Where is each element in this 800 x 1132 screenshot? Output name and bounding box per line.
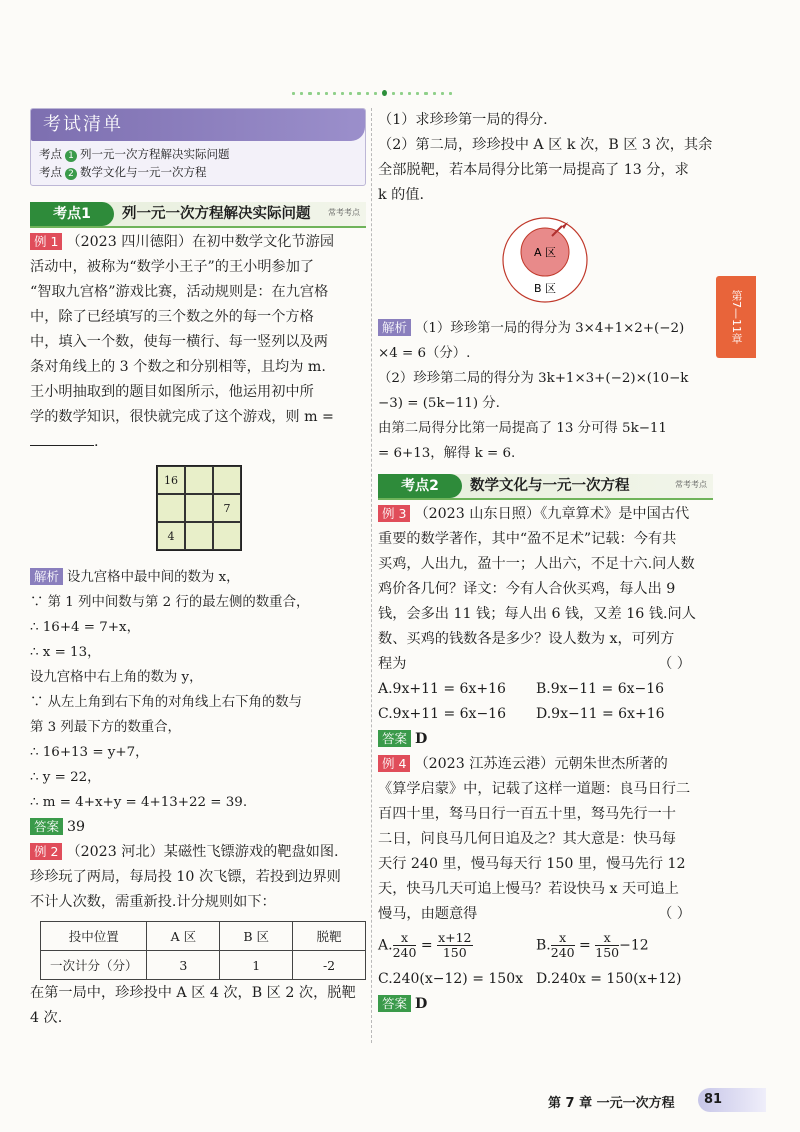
answer-3-tag: 答案 xyxy=(378,730,411,747)
magic-square-grid: 16 7 4 xyxy=(156,465,242,551)
example-3-options-row-2 xyxy=(378,702,713,727)
option-d: D.9x−11 = 6x+16 xyxy=(536,706,665,722)
exam-checklist-box xyxy=(30,108,366,186)
magic-square-figure xyxy=(30,455,366,565)
checklist-item-2: 考点 2 数学文化与一元一次方程 xyxy=(39,165,207,179)
example-4-options-row-2 xyxy=(378,967,713,992)
example-3-tag: 例 3 xyxy=(378,505,410,522)
zone-a-label: A 区 xyxy=(533,246,557,259)
example-2: 例 2 （2023 河北）某磁性飞镖游戏的靶盘如图. 珍珍玩了两局，每局投 10 次飞镖，若投到边界则 不计人次数，需重新投.计分规则如下： xyxy=(30,844,341,910)
option-b: B.9x−11 = 6x−16 xyxy=(536,681,665,697)
answer-1: 39 xyxy=(67,819,86,835)
column-divider xyxy=(371,108,372,1043)
example-1: 例 1 （2023 四川德阳）在初中数学文化节游园 活动中，被称为“数学小王子”的王小明参加了 “智取九宫格”游戏比赛，活动规则是：在九宫格 中，除了已经填写的三个数之外的每一个方格 中，填入一个数，使每一横行、每一竖列以及两 条对角线上的 3 个数之和分别相等，且均为 m. 王小明抽取到的题目如图所示，他运用初中所 学的数学知识，很快就完成了这个游戏，则 m = . xyxy=(30,234,335,450)
option-c: C.240(x−12) = 150x xyxy=(378,971,523,987)
answer-1-tag: 答案 xyxy=(30,818,63,835)
dart-target-figure xyxy=(378,214,713,310)
example-4-tag: 例 4 xyxy=(378,755,410,772)
header-dots xyxy=(292,90,452,96)
example-4-options-row-1 xyxy=(378,927,713,967)
example-2-tag: 例 2 xyxy=(30,843,62,860)
score-table: 投中位置 A 区 B 区 脱靶 一次计分（分） 3 1 -2 xyxy=(40,921,366,980)
answer-4-tag: 答案 xyxy=(378,995,411,1012)
chapter-side-tab: 第7—11章 xyxy=(716,276,756,358)
example-3-options-row-1 xyxy=(378,677,713,702)
solution-2: 解析 （1）珍珍第一局的得分为 3×4+1×2+(−2) ×4 = 6（分）. （2）珍珍第二局的得分为 3k+1×3+(−2)×(10−k −3) = (5k−11) 分. 由第二局得分比第一局提高了 13 分可得 5k−11 = 6+13，解得 k = 6. xyxy=(378,320,689,461)
knowledge-point-1-header: 考点1 列一元一次方程解决实际问题 常考考点 xyxy=(30,202,366,226)
answer-4: D xyxy=(415,996,428,1012)
footer-chapter-title: 第 7 章 一元一次方程 xyxy=(548,1096,675,1111)
exam-checklist-title: 考试清单 xyxy=(31,109,365,141)
option-c: C.9x+11 = 6x−16 xyxy=(378,706,506,722)
answer-3: D xyxy=(415,731,428,747)
question-2-part-2: （2）第二局，珍珍投中 A 区 k 次，B 区 3 次，其余 xyxy=(378,137,713,153)
option-a: A.9x+11 = 6x+16 xyxy=(378,681,506,697)
option-b: B. $\frac{x}{240}$ = $\frac{x}{150}$ −12 xyxy=(536,930,649,960)
dart-target-svg xyxy=(378,214,713,310)
knowledge-point-2-header: 考点2 数学文化与一元一次方程 常考考点 xyxy=(378,474,713,498)
page-number: 81 xyxy=(698,1088,766,1112)
option-d: D.240x = 150(x+12) xyxy=(536,971,682,987)
example-1-tag: 例 1 xyxy=(30,233,62,250)
solution-1: 解析 设九宫格中最中间的数为 x， ∵ 第 1 列中间数与第 2 行的最左侧的数重合， ∴ 16+4 = 7+x， ∴ x = 13， 设九宫格中右上角的数为 y， ∵ 从左上角到右下角的对角线上右下角的数与 第 3 列最下方的数重合， ∴ 16+13 = y+7， ∴ y = 22， ∴ m = 4+x+y = 4+13+22 = 39. 答案 39 xyxy=(30,569,310,835)
checklist-item-1: 考点 1 列一元一次方程解决实际问题 xyxy=(39,147,230,161)
answer-blank xyxy=(30,445,94,446)
example-4: 例 4 （2023 江苏连云港）元朝朱世杰所著的 《算学启蒙》中，记载了这样一道题：良马日行二 百四十里，驽马日行一百五十里，驽马先行一十 二日，问良马几何日追及之？其大意是：快马每 天行 240 里，慢马每天行 150 里，慢马先行 12 天，快马几天可追上慢马？若设快马 x 天可追上 慢马，由题意得 （ ） A. $\frac{x}{240}$ = $\frac{x+12}{150}$ B. $\frac{x}{240}$ = $\frac{x}{150}$ −12 C.240(x−12) = 150x D.240x = 150(x+12) 答案 D xyxy=(378,752,713,1017)
score-table-wrap xyxy=(30,915,366,981)
right-column: （1）求珍珍第一局的得分. （2）第二局，珍珍投中 A 区 k 次，B 区 3 次，其余 全部脱靶，若本局得分比第一局提高了 13 分，求 k 的值. A 区 B 区 解析 （1）珍珍第一局的得分为 3×4+1×2+(−2) ×4 = 6（分）. （2）珍珍第二局的得分为 3k+1×3+(−2)×(10−k −3) = (5k−11) 分. 由第二局得分比第一局提高了 13 分可得 5k−11 = 6+13，解得 k = 6. 考点2 数学文化与一元一次方程 常考考点 例 3 （2023 山东日照）《九章算术》是中国古代 重要的数学著作，其中“盈不足术”记载：今有共 买鸡，人出九，盈十一；人出六，不足十六.问人数 鸡价各几何？译文：今有人合伙买鸡，每人出 9 钱，会多出 11 钱；每人出 6 钱，又差 16 钱.问人 数、买鸡的钱数各是多少？设人数为 x，可列方 程为 （ ） A.9x+11 = 6x+16 B.9x−11 = 6x−16 C.9x+11 = 6x−16 D.9x−11 = 6x+16 答案 D 例 4 （2023 江苏连云港）元朝朱世杰所著的 《算学启蒙》中，记载了这样一道题：良马日行二 百四十里，驽马日行一百五十里，驽马先行一十 二日，问良马几何日追及之？其大意是：快马每 天行 240 里，慢马每天行 150 里，慢马先行 12 天，快马几天可追上慢马？若设快马 x 天可追上 慢马，由题意得 （ ） A. $\frac{x}{240}$ = $\frac{x+12}{150}$ B. $\frac{x}{240}$ = $\frac{x}{150}$ −12 C.240(x−12) = 150x D.240x = 150(x+12) 答案 D xyxy=(378,108,713,1017)
left-column: 考试清单 考点 1 列一元一次方程解决实际问题 考点 2 数学文化与一元一次方程 考点1 列一元一次方程解决实际问题 常考考点 例 1 （2023 四川德阳）在初中数学文化节游园 活动中，被称为“数学小王子”的王小明参加了 “智取九宫格”游戏比赛，活动规则是：在九宫格 中，除了已经填写的三个数之外的每一个方格 中，填入一个数，使每一横行、每一竖列以及两 条对角线上的 3 个数之和分别相等，且均为 m. 王小明抽取到的题目如图所示，他运用初中所 学的数学知识，很快就完成了这个游戏，则 m = . 16 7 4 解析 设九宫格中最中间的数为 x， ∵ 第 1 列中间数与第 2 行的最左侧的数重合， ∴ 16+4 = 7+x， ∴ x = 13， 设九宫格中右上角的数为 y， ∵ 从左上角到右下角的对角线上右下角的数与 第 3 列最下方的数重合， ∴ 16+13 = y+7， ∴ y = 22， ∴ m = 4+x+y = 4+13+22 = 39. 答案 39 例 2 （2023 河北）某磁性飞镖游戏的靶盘如图. 珍珍玩了两局，每局投 10 次飞镖，若投到边界则 不计人次数，需重新投.计分规则如下： 投中位置 A 区 B 区 脱靶 一次计分（分） 3 1 -2 在第一局中，珍珍投中 A 区 4 次，B 区 2 次，脱靶 4 次. xyxy=(30,108,366,1031)
zone-b-label: B 区 xyxy=(533,282,557,295)
option-a: A. $\frac{x}{240}$ = $\frac{x+12}{150}$ xyxy=(378,930,472,960)
question-2-part-1: （1）求珍珍第一局的得分. xyxy=(378,112,548,128)
example-3: 例 3 （2023 山东日照）《九章算术》是中国古代 重要的数学著作，其中“盈不足术”记载：今有共 买鸡，人出九，盈十一；人出六，不足十六.问人数 鸡价各几何？译文：今有人合伙买鸡，每人出 9 钱，会多出 11 钱；每人出 6 钱，又差 16 钱.问人 数、买鸡的钱数各是多少？设人数为 x，可列方 程为 （ ） A.9x+11 = 6x+16 B.9x−11 = 6x−16 C.9x+11 = 6x−16 D.9x−11 = 6x+16 答案 D xyxy=(378,502,713,752)
